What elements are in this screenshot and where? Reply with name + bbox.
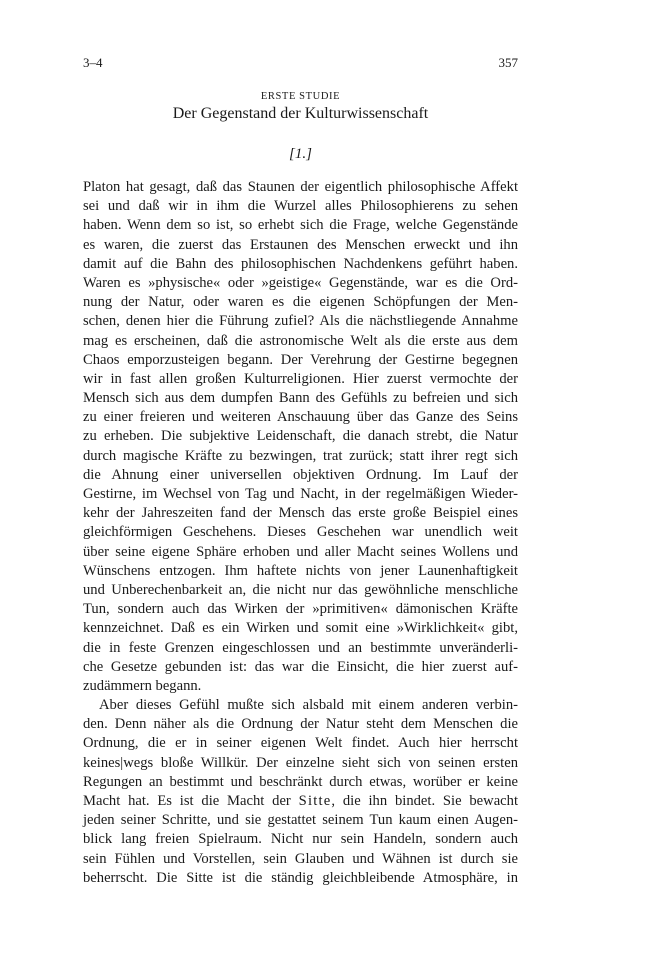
study-label: ERSTE STUDIE bbox=[260, 91, 341, 102]
text-line: es waren, die zuerst das Erstaunen des Menschen erweckt und ihn bbox=[83, 236, 518, 253]
text-line: damit auf die Bahn des philosophischen Nachdenkens geführt haben. bbox=[83, 255, 518, 272]
text-line: durch magische Kräfte zu bezwingen, trat zurück; statt ihrer regt sich bbox=[83, 447, 518, 464]
page-number: 357 bbox=[498, 55, 518, 70]
text-line: wir in fast allen großen Kulturreligionen. Hier zuerst vermochte der bbox=[83, 370, 518, 387]
text-line: Regungen an bestimmt und beschränkt durch etwas, worüber er keine bbox=[83, 773, 518, 790]
text-line: Waren es »physische« oder »geistige« Gegenstände, war es die Ord- bbox=[83, 274, 518, 291]
text-line: kehr der Jahreszeiten fand der Mensch das erste große Beispiel eines bbox=[83, 505, 518, 522]
text-line: Gestirne, im Wechsel von Tag und Nacht, in der regelmäßigen Wieder- bbox=[83, 486, 518, 502]
text-line: den. Denn näher als die Ordnung der Natur steht dem Menschen die bbox=[83, 716, 518, 733]
text-segment: Macht hat. Es ist die Macht der bbox=[83, 793, 299, 809]
text-line: blick lang freien Spielraum. Nicht nur sein Handeln, sondern auch bbox=[83, 831, 518, 848]
text-line: nung der Natur, oder waren es die eigenen Schöpfungen der Men- bbox=[83, 294, 518, 311]
text-line: die in feste Grenzen eingeschlossen und an bestimmte unveränderli- bbox=[83, 639, 518, 656]
body-text bbox=[83, 178, 518, 888]
text-line: mag es erscheinen, daß die astronomische Welt als die erste aus dem bbox=[83, 332, 518, 349]
text-line: haben. Wenn dem so ist, so erhebt sich die Frage, welche Gegenstände bbox=[83, 217, 518, 234]
text-line: keines|wegs bloße Willkür. Der einzelne sieht sich von seinen ersten bbox=[83, 754, 518, 771]
text-line: zu erheben. Die subjektive Leidenschaft, die danach strebt, die Natur bbox=[83, 428, 518, 445]
text-line: Platon hat gesagt, daß das Staunen der eigentlich philosophische Affekt bbox=[83, 179, 518, 195]
text-line: kennzeichnet. Daß es ein Wirken und somit eine »Wirklichkeit« gibt, bbox=[83, 620, 518, 637]
text-line bbox=[83, 792, 518, 811]
section-marker: [1.] bbox=[289, 146, 312, 162]
paragraph-2 bbox=[83, 696, 518, 888]
text-line: über seine eigene Sphäre erhoben und aller Macht seines Wollens und bbox=[83, 543, 518, 560]
text-line: Wünschens entzogen. Ihm haftete nichts von jener Launenhaftigkeit bbox=[83, 562, 518, 579]
text-line: beherrscht. Die Sitte ist die ständig gleichbleibende Atmosphäre, in bbox=[83, 869, 518, 886]
text-line: jeden seiner Schritte, und sie gestattet seinem Tun kaum einen Augen- bbox=[83, 812, 518, 829]
text-line: und Unberechenbarkeit an, die nicht nur das gewöhnliche menschliche bbox=[83, 581, 518, 598]
text-line: sei und daß wir in ihm die Wurzel alles Philosophierens zu sehen bbox=[83, 198, 518, 215]
text-line: Aber dieses Gefühl mußte sich alsbald mit einem anderen verbin- bbox=[99, 697, 518, 714]
text-line: sein Fühlen und Vorstellen, sein Glauben und Wähnen ist durch sie bbox=[83, 850, 518, 867]
text-line: gleichförmigen Geschehens. Dieses Geschehen war unendlich weit bbox=[83, 524, 518, 541]
text-line: Chaos emporzusteigen begann. Der Verehrung der Gestirne begegnen bbox=[83, 351, 518, 368]
paragraph-1 bbox=[83, 178, 518, 696]
text-line: zu einer freieren und weiteren Anschauung über das Ganze des Seins bbox=[83, 409, 518, 426]
emphasized-word: Sitte bbox=[298, 793, 332, 809]
page-range: 3–4 bbox=[83, 55, 103, 70]
text-line: schen, denen hier die Führung zufiel? Als die nächstliegende Annahme bbox=[83, 313, 518, 330]
chapter-title: Der Gegenstand der Kulturwissenschaft bbox=[172, 105, 429, 122]
text-line: Tun, sondern auch das Wirken der »primitiven« dämonischen Kräfte bbox=[83, 601, 518, 618]
text-line: che Gesetze gebunden ist: das war die Einsicht, die hier zuerst auf- bbox=[83, 658, 518, 675]
text-segment: , die ihn bindet. Sie bewacht bbox=[331, 793, 518, 809]
text-line: die Ahnung einer universellen objektiven Ordnung. Im Lauf der bbox=[83, 466, 518, 483]
text-line: zudämmern begann. bbox=[83, 677, 202, 694]
text-line: Mensch sich aus dem dumpfen Bann des Gefühls zu befreien und sich bbox=[83, 390, 518, 407]
text-line: Ordnung, die er in seiner eigenen Welt findet. Auch hier herrscht bbox=[83, 735, 518, 752]
